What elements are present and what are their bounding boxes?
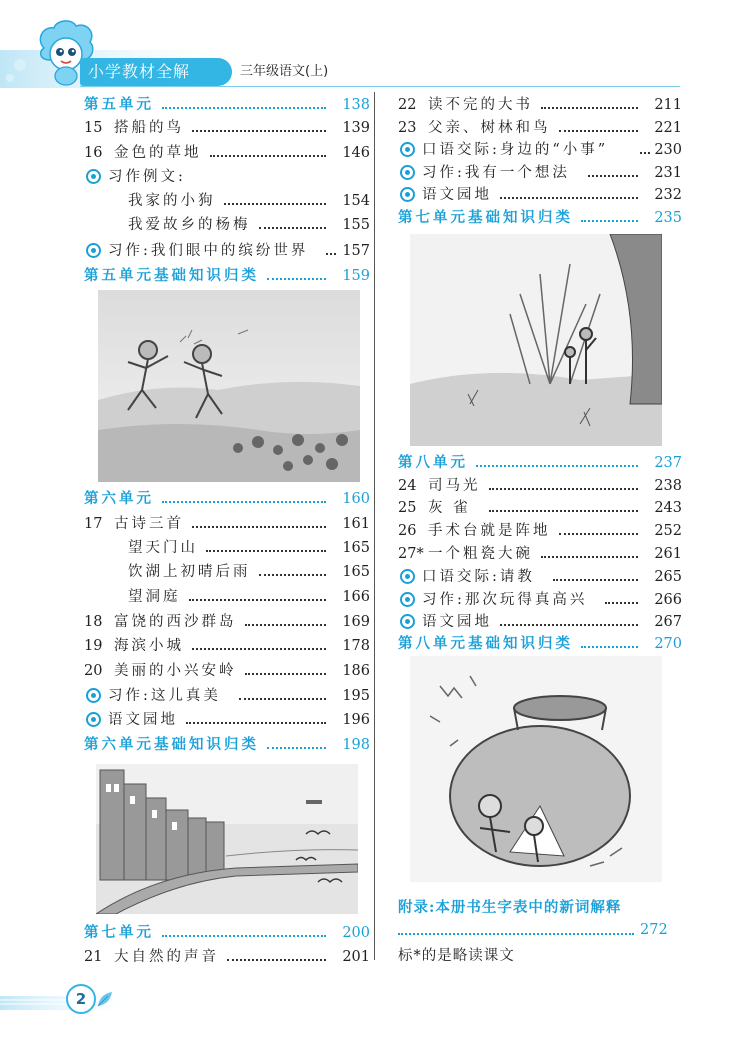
toc-entry-title: 富饶的西沙群岛 [114, 614, 237, 630]
toc-entry-title: 灰 雀 [428, 500, 471, 516]
toc-entry-summary[interactable] [84, 265, 370, 287]
bullet-circle-icon [86, 712, 101, 727]
leader-dots [500, 624, 638, 626]
toc-entry-title: 口语交际:身边的“小事” [422, 142, 609, 158]
toc-entry-title: 习作例文: [108, 169, 186, 185]
toc-entry-page: 266 [654, 592, 682, 608]
bullet-circle-icon [400, 614, 415, 629]
leader-dots [192, 526, 326, 528]
illustration-boys-playing [98, 290, 360, 482]
toc-entry-page: 221 [654, 120, 682, 136]
bullet-circle-icon [400, 187, 415, 202]
toc-entry-page: 261 [654, 546, 682, 562]
toc-entry-page: 138 [342, 97, 370, 113]
leader-dots [581, 646, 638, 648]
book-title: 小学教材全解 [80, 58, 232, 86]
leader-dots [559, 533, 639, 535]
toc-entry-sub[interactable] [84, 561, 370, 583]
toc-entry-page: 166 [342, 589, 370, 605]
toc-entry-section[interactable] [398, 589, 682, 611]
appendix-title[interactable]: 附录:本册书生字表中的新词解释 [398, 899, 622, 916]
toc-entry-page: 200 [342, 925, 370, 941]
bullet-circle-icon [86, 169, 101, 184]
bullet-circle-icon [86, 688, 101, 703]
toc-entry-section[interactable] [398, 139, 682, 161]
leader-dots [541, 556, 638, 558]
toc-entry-title: 第七单元基础知识归类 [398, 209, 573, 226]
toc-entry-lesson[interactable] [84, 660, 370, 682]
toc-entry-title: 习作:我有一个想法 [422, 165, 570, 181]
toc-entry-page: 252 [654, 523, 682, 539]
toc-entry-title: 望洞庭 [128, 589, 181, 605]
toc-entry-title: 第八单元基础知识归类 [398, 635, 573, 652]
leader-dots [259, 227, 327, 229]
toc-entry-lesson[interactable] [398, 497, 682, 519]
toc-entry-page: 154 [342, 193, 370, 209]
toc-entry-title: 习作:我们眼中的缤纷世界 [108, 243, 309, 259]
toc-entry-page: 211 [654, 97, 682, 113]
toc-entry-page: 198 [342, 737, 370, 753]
toc-entry-page: 160 [342, 491, 370, 507]
page-number: 2 [66, 984, 96, 1014]
lesson-number: 17 [84, 516, 103, 532]
leader-dots [192, 130, 326, 132]
toc-entry-title: 语文园地 [422, 187, 492, 203]
toc-entry-title: 美丽的小兴安岭 [114, 663, 237, 679]
toc-entry-summary[interactable] [84, 734, 370, 756]
toc-entry-title: 饮湖上初晴后雨 [128, 564, 251, 580]
bullet-circle-icon [400, 165, 415, 180]
grade-subtitle: 三年级语文(上) [240, 64, 329, 79]
toc-entry-page: 159 [342, 268, 370, 284]
leader-dots [489, 488, 639, 490]
toc-entry-title: 搭船的鸟 [114, 120, 184, 136]
leader-dots [267, 747, 326, 749]
leader-dots [227, 959, 326, 961]
toc-entry-page: 139 [342, 120, 370, 136]
toc-entry-page: 230 [654, 142, 682, 158]
toc-entry-title: 海滨小城 [114, 638, 184, 654]
toc-entry-page: 235 [654, 210, 682, 226]
lesson-number: 22 [398, 97, 417, 113]
leader-dots [476, 465, 638, 467]
leader-dots [245, 673, 327, 675]
toc-entry-title: 习作:这儿真美 [108, 688, 221, 704]
lesson-number: 23 [398, 120, 417, 136]
leader-dots [192, 648, 326, 650]
toc-entry-unit[interactable] [84, 922, 370, 944]
toc-entry-sub[interactable] [84, 586, 370, 608]
leader-dots [186, 722, 326, 724]
toc-entry-title: 第五单元基础知识归类 [84, 267, 259, 284]
leader-dots [541, 107, 638, 109]
leader-dots [489, 510, 639, 512]
toc-entry-title: 父亲、树林和鸟 [428, 120, 551, 136]
toc-entry-title: 大自然的声音 [114, 949, 219, 965]
toc-entry-section[interactable] [84, 240, 370, 262]
toc-entry-section[interactable] [398, 611, 682, 633]
lesson-number: 19 [84, 638, 103, 654]
toc-entry-page: 169 [342, 614, 370, 630]
leader-dots [581, 220, 638, 222]
leader-dots [245, 624, 327, 626]
toc-entry-title: 语文园地 [422, 614, 492, 630]
leader-dots [267, 278, 326, 280]
lesson-number: 25 [398, 500, 417, 516]
toc-entry-page: 155 [342, 217, 370, 233]
header-rule [80, 86, 680, 87]
toc-entry-page: 243 [654, 500, 682, 516]
toc-entry-lesson[interactable] [84, 142, 370, 164]
lesson-number: 16 [84, 145, 103, 161]
toc-entry-title: 司马光 [428, 478, 481, 494]
bullet-circle-icon [400, 142, 415, 157]
lesson-number: 18 [84, 614, 103, 630]
illustration-father-and-son-woods [410, 234, 662, 446]
toc-entry-title: 我爱故乡的杨梅 [128, 217, 251, 233]
toc-entry-section[interactable] [398, 184, 682, 206]
toc-entry-page: 231 [654, 165, 682, 181]
bullet-circle-icon [400, 592, 415, 607]
leader-dots [239, 698, 327, 700]
toc-entry-sub[interactable] [84, 190, 370, 212]
leader-dots [162, 107, 326, 109]
bullet-circle-icon [400, 569, 415, 584]
toc-entry-lesson[interactable] [398, 117, 682, 139]
toc-entry-sub[interactable] [84, 214, 370, 236]
toc-entry-sub[interactable] [84, 537, 370, 559]
toc-entry-title: 手术台就是阵地 [428, 523, 551, 539]
toc-entry-page: 238 [654, 478, 682, 494]
toc-entry-lesson[interactable] [398, 475, 682, 497]
toc-entry-section[interactable] [84, 685, 370, 707]
toc-entry-page: 267 [654, 614, 682, 630]
toc-entry-lesson[interactable] [84, 117, 370, 139]
toc-entry-page: 165 [342, 540, 370, 556]
leader-dots [224, 203, 327, 205]
appendix-page: 272 [640, 922, 668, 938]
toc-entry-title: 第六单元基础知识归类 [84, 736, 259, 753]
toc-entry-page: 186 [342, 663, 370, 679]
leader-dots [259, 574, 327, 576]
toc-entry-title: 第七单元 [84, 924, 154, 941]
toc-entry-unit[interactable] [84, 488, 370, 510]
leader-dots [559, 130, 639, 132]
toc-entry-unit[interactable] [398, 452, 682, 474]
toc-entry-lesson[interactable] [84, 513, 370, 535]
illustration-sima-guang-vat [410, 656, 662, 882]
toc-entry-title: 金色的草地 [114, 145, 202, 161]
leader-dots [553, 579, 639, 581]
toc-entry-unit[interactable] [84, 94, 370, 116]
toc-entry-page: 196 [342, 712, 370, 728]
toc-entry-page: 232 [654, 187, 682, 203]
leader-dots [189, 599, 327, 601]
toc-entry-title: 一个粗瓷大碗 [428, 546, 533, 562]
toc-entry-title: 古诗三首 [114, 516, 184, 532]
leader-dots [206, 550, 326, 552]
bullet-circle-icon [86, 243, 101, 258]
toc-entry-section[interactable] [84, 709, 370, 731]
toc-entry-page: 165 [342, 564, 370, 580]
toc-entry-summary[interactable] [398, 633, 682, 655]
lesson-number: 15 [84, 120, 103, 136]
toc-entry-title: 习作:那次玩得真高兴 [422, 592, 588, 608]
toc-entry-section[interactable] [398, 162, 682, 184]
toc-entry-page: 201 [342, 949, 370, 965]
toc-entry-page: 265 [654, 569, 682, 585]
leader-dots [210, 155, 327, 157]
toc-entry-page: 157 [342, 243, 370, 259]
toc-entry-summary[interactable] [398, 207, 682, 229]
leader-dots [162, 501, 326, 503]
toc-entry-lesson[interactable] [84, 611, 370, 633]
toc-entry-title: 读不完的大书 [428, 97, 533, 113]
appendix-leader [398, 933, 634, 935]
toc-entry-page: 146 [342, 145, 370, 161]
toc-entry-page: 178 [342, 638, 370, 654]
toc-entry-page: 161 [342, 516, 370, 532]
leader-dots [588, 175, 639, 177]
lesson-number: 24 [398, 478, 417, 494]
lesson-number: 26 [398, 523, 417, 539]
toc-entry-page: 195 [342, 688, 370, 704]
toc-entry-section[interactable] [398, 566, 682, 588]
toc-entry-page: 237 [654, 455, 682, 471]
toc-entry-title: 第六单元 [84, 490, 154, 507]
lesson-number: 20 [84, 663, 103, 679]
toc-entry-title: 第五单元 [84, 96, 154, 113]
lesson-number: 21 [84, 949, 103, 965]
toc-entry-section_nodots[interactable] [84, 166, 370, 188]
lesson-number: 27* [398, 546, 424, 562]
leader-dots [500, 197, 638, 199]
toc-entry-title: 口语交际:请教 [422, 569, 535, 585]
toc-entry-title: 第八单元 [398, 454, 468, 471]
toc-entry-title: 我家的小狗 [128, 193, 216, 209]
toc-entry-lesson[interactable] [398, 94, 682, 116]
toc-entry-title: 语文园地 [108, 712, 178, 728]
toc-entry-lesson[interactable] [84, 635, 370, 657]
column-divider [374, 92, 375, 960]
leader-dots [605, 602, 638, 604]
toc-entry-title: 望天门山 [128, 540, 198, 556]
leaf-icon [96, 990, 114, 1008]
toc-entry-lesson[interactable] [84, 946, 370, 968]
illustration-seaside-town [96, 764, 358, 914]
toc-entry-lesson[interactable] [398, 520, 682, 542]
footnote-skim-lessons: 标*的是略读课文 [398, 948, 515, 964]
leader-dots [162, 935, 326, 937]
toc-entry-page: 270 [654, 636, 682, 652]
toc-entry-lesson[interactable] [398, 543, 682, 565]
